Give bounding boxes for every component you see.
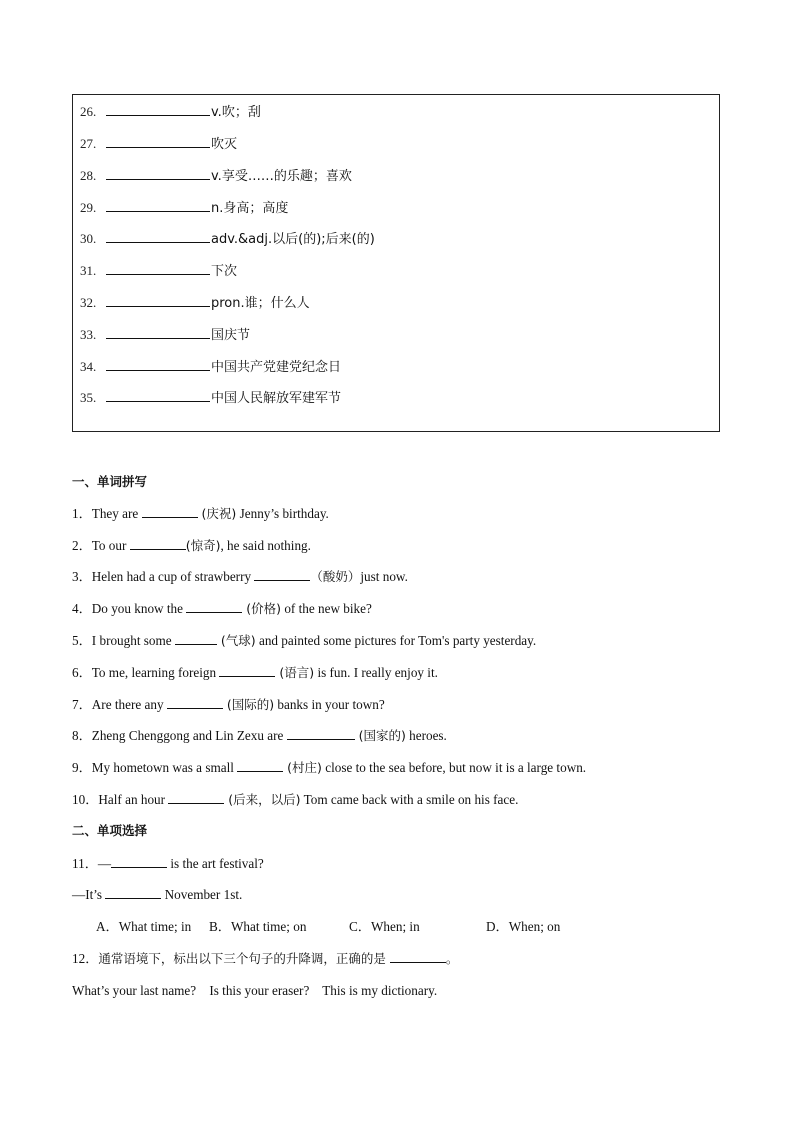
chinese-hint: (气球) xyxy=(216,633,256,648)
vocab-row-32 xyxy=(80,292,310,312)
chinese-hint: (价格) xyxy=(242,601,282,616)
answer-blank[interactable] xyxy=(106,324,210,339)
question-text: Are there any xyxy=(91,697,167,712)
question-text: My hometown was a small xyxy=(91,760,238,775)
question-number: 10． xyxy=(72,792,99,807)
question-3 xyxy=(72,568,408,586)
option-a[interactable]: A．What time; in xyxy=(96,919,192,934)
answer-blank[interactable] xyxy=(106,101,210,116)
question-11-line1 xyxy=(72,855,264,873)
chinese-hint: (惊奇) xyxy=(185,538,221,553)
question-7 xyxy=(72,696,385,714)
item-meaning: pron.谁；什么人 xyxy=(211,296,310,311)
answer-blank[interactable] xyxy=(142,505,198,518)
question-6 xyxy=(72,664,438,682)
answer-blank[interactable] xyxy=(237,759,283,772)
item-number: 30. xyxy=(80,231,97,246)
section-title-spelling: 一、单词拼写 xyxy=(72,474,148,489)
vocab-row-31 xyxy=(80,260,237,280)
item-number: 35. xyxy=(80,390,97,405)
chinese-hint: (国家的) xyxy=(354,728,406,743)
question-4 xyxy=(72,600,372,618)
question-text: — xyxy=(97,856,112,871)
item-meaning: 中国共产党建党纪念日 xyxy=(211,360,342,375)
item-number: 28. xyxy=(80,168,97,183)
question-number: 4． xyxy=(72,601,92,616)
option-c[interactable]: C．When; in xyxy=(349,919,420,934)
question-text: Helen had a cup of strawberry xyxy=(91,569,255,584)
answer-blank[interactable] xyxy=(106,197,210,212)
answer-blank[interactable] xyxy=(106,165,210,180)
answer-blank[interactable] xyxy=(167,696,223,709)
vocab-row-28 xyxy=(80,165,352,185)
question-11-line2 xyxy=(72,886,242,904)
question-12-sentences: What’s your last name? Is this your eraser? This is my dictionary. xyxy=(72,983,438,998)
question-text: Do you know the xyxy=(91,601,187,616)
question-5 xyxy=(72,632,536,650)
question-text: —It’s xyxy=(72,887,106,902)
question-text: is the art festival? xyxy=(167,856,264,871)
option-d[interactable]: D．When; on xyxy=(486,919,561,934)
item-number: 26. xyxy=(80,104,97,119)
answer-blank[interactable] xyxy=(106,228,210,243)
question-text: just now. xyxy=(360,569,408,584)
vocab-row-35 xyxy=(80,387,341,407)
item-number: 29. xyxy=(80,200,97,215)
vocab-row-27 xyxy=(80,133,237,153)
item-meaning: n.身高；高度 xyxy=(211,201,289,216)
question-number: 1． xyxy=(72,506,92,521)
question-text: November 1st. xyxy=(161,887,243,902)
question-number: 7． xyxy=(72,697,92,712)
vocab-row-33 xyxy=(80,324,250,344)
answer-blank[interactable] xyxy=(186,600,242,613)
question-number: 6． xyxy=(72,665,92,680)
chinese-hint: (村庄) xyxy=(283,760,322,775)
question-1 xyxy=(72,505,329,523)
answer-blank[interactable] xyxy=(287,727,355,740)
question-2 xyxy=(72,537,311,555)
vocab-row-26 xyxy=(80,101,261,121)
question-8 xyxy=(72,727,447,745)
answer-blank[interactable] xyxy=(106,133,210,148)
question-text: 通常语境下，标出以下三个句子的升降调，正确的是 xyxy=(98,951,390,966)
question-text: , he said nothing. xyxy=(220,538,311,553)
question-text: To our xyxy=(91,538,130,553)
question-10 xyxy=(72,791,518,809)
answer-blank[interactable] xyxy=(168,791,224,804)
item-number: 31. xyxy=(80,263,97,278)
question-text: heroes. xyxy=(405,728,447,743)
option-b[interactable]: B．What time; on xyxy=(209,919,307,934)
chinese-hint: (国际的) xyxy=(222,697,275,712)
question-text: They are xyxy=(91,506,142,521)
question-number: 12． xyxy=(72,951,99,966)
item-meaning: 中国人民解放军建军节 xyxy=(211,391,342,406)
answer-blank[interactable] xyxy=(254,568,310,581)
chinese-hint: (庆祝) xyxy=(197,506,237,521)
answer-blank[interactable] xyxy=(175,632,217,645)
question-text: 。 xyxy=(445,951,459,966)
answer-blank[interactable] xyxy=(106,387,210,402)
question-number: 5． xyxy=(72,633,92,648)
question-text: of the new bike? xyxy=(281,601,372,616)
vocab-row-30 xyxy=(80,228,375,248)
question-text: Half an hour xyxy=(98,792,169,807)
question-number: 2． xyxy=(72,538,92,553)
item-meaning: v.享受……的乐趣；喜欢 xyxy=(211,169,352,184)
answer-blank[interactable] xyxy=(130,537,186,550)
answer-blank[interactable] xyxy=(105,886,161,899)
chinese-hint: (语言) xyxy=(275,665,315,680)
item-number: 33. xyxy=(80,327,97,342)
item-number: 27. xyxy=(80,136,97,151)
item-number: 32. xyxy=(80,295,97,310)
question-12 xyxy=(72,950,458,968)
item-meaning: 吹灭 xyxy=(211,137,238,152)
answer-blank[interactable] xyxy=(106,356,210,371)
question-text: Jenny’s birthday. xyxy=(236,506,329,521)
question-text: I brought some xyxy=(91,633,175,648)
question-text: is fun. I really enjoy it. xyxy=(314,665,438,680)
chinese-hint: (后来，以后) xyxy=(224,792,301,807)
question-text: close to the sea before, but now it is a large town. xyxy=(321,760,587,775)
answer-blank[interactable] xyxy=(111,855,167,868)
answer-blank[interactable] xyxy=(219,664,275,677)
answer-blank[interactable] xyxy=(106,292,210,307)
item-meaning: 国庆节 xyxy=(211,328,251,343)
question-9 xyxy=(72,759,586,777)
question-text: Zheng Chenggong and Lin Zexu are xyxy=(91,728,287,743)
question-text: Tom came back with a smile on his face. xyxy=(300,792,519,807)
item-number: 34. xyxy=(80,359,97,374)
vocab-row-34 xyxy=(80,356,341,376)
question-number: 9． xyxy=(72,760,92,775)
answer-blank[interactable] xyxy=(106,260,210,275)
item-meaning: 下次 xyxy=(211,264,238,279)
item-meaning: adv.&adj.以后(的);后来(的) xyxy=(211,232,375,247)
question-text: and painted some pictures for Tom's party yesterday. xyxy=(255,633,537,648)
item-meaning: v.吹；刮 xyxy=(211,105,261,120)
section-title-multiple-choice: 二、单项选择 xyxy=(72,823,148,838)
question-text: To me, learning foreign xyxy=(91,665,220,680)
chinese-hint: （酸奶） xyxy=(310,569,361,584)
vocab-row-29 xyxy=(80,197,288,217)
question-number: 3． xyxy=(72,569,92,584)
answer-blank[interactable] xyxy=(390,950,446,963)
question-number: 8． xyxy=(72,728,92,743)
question-text: banks in your town? xyxy=(274,697,385,712)
question-number: 11． xyxy=(72,856,98,871)
